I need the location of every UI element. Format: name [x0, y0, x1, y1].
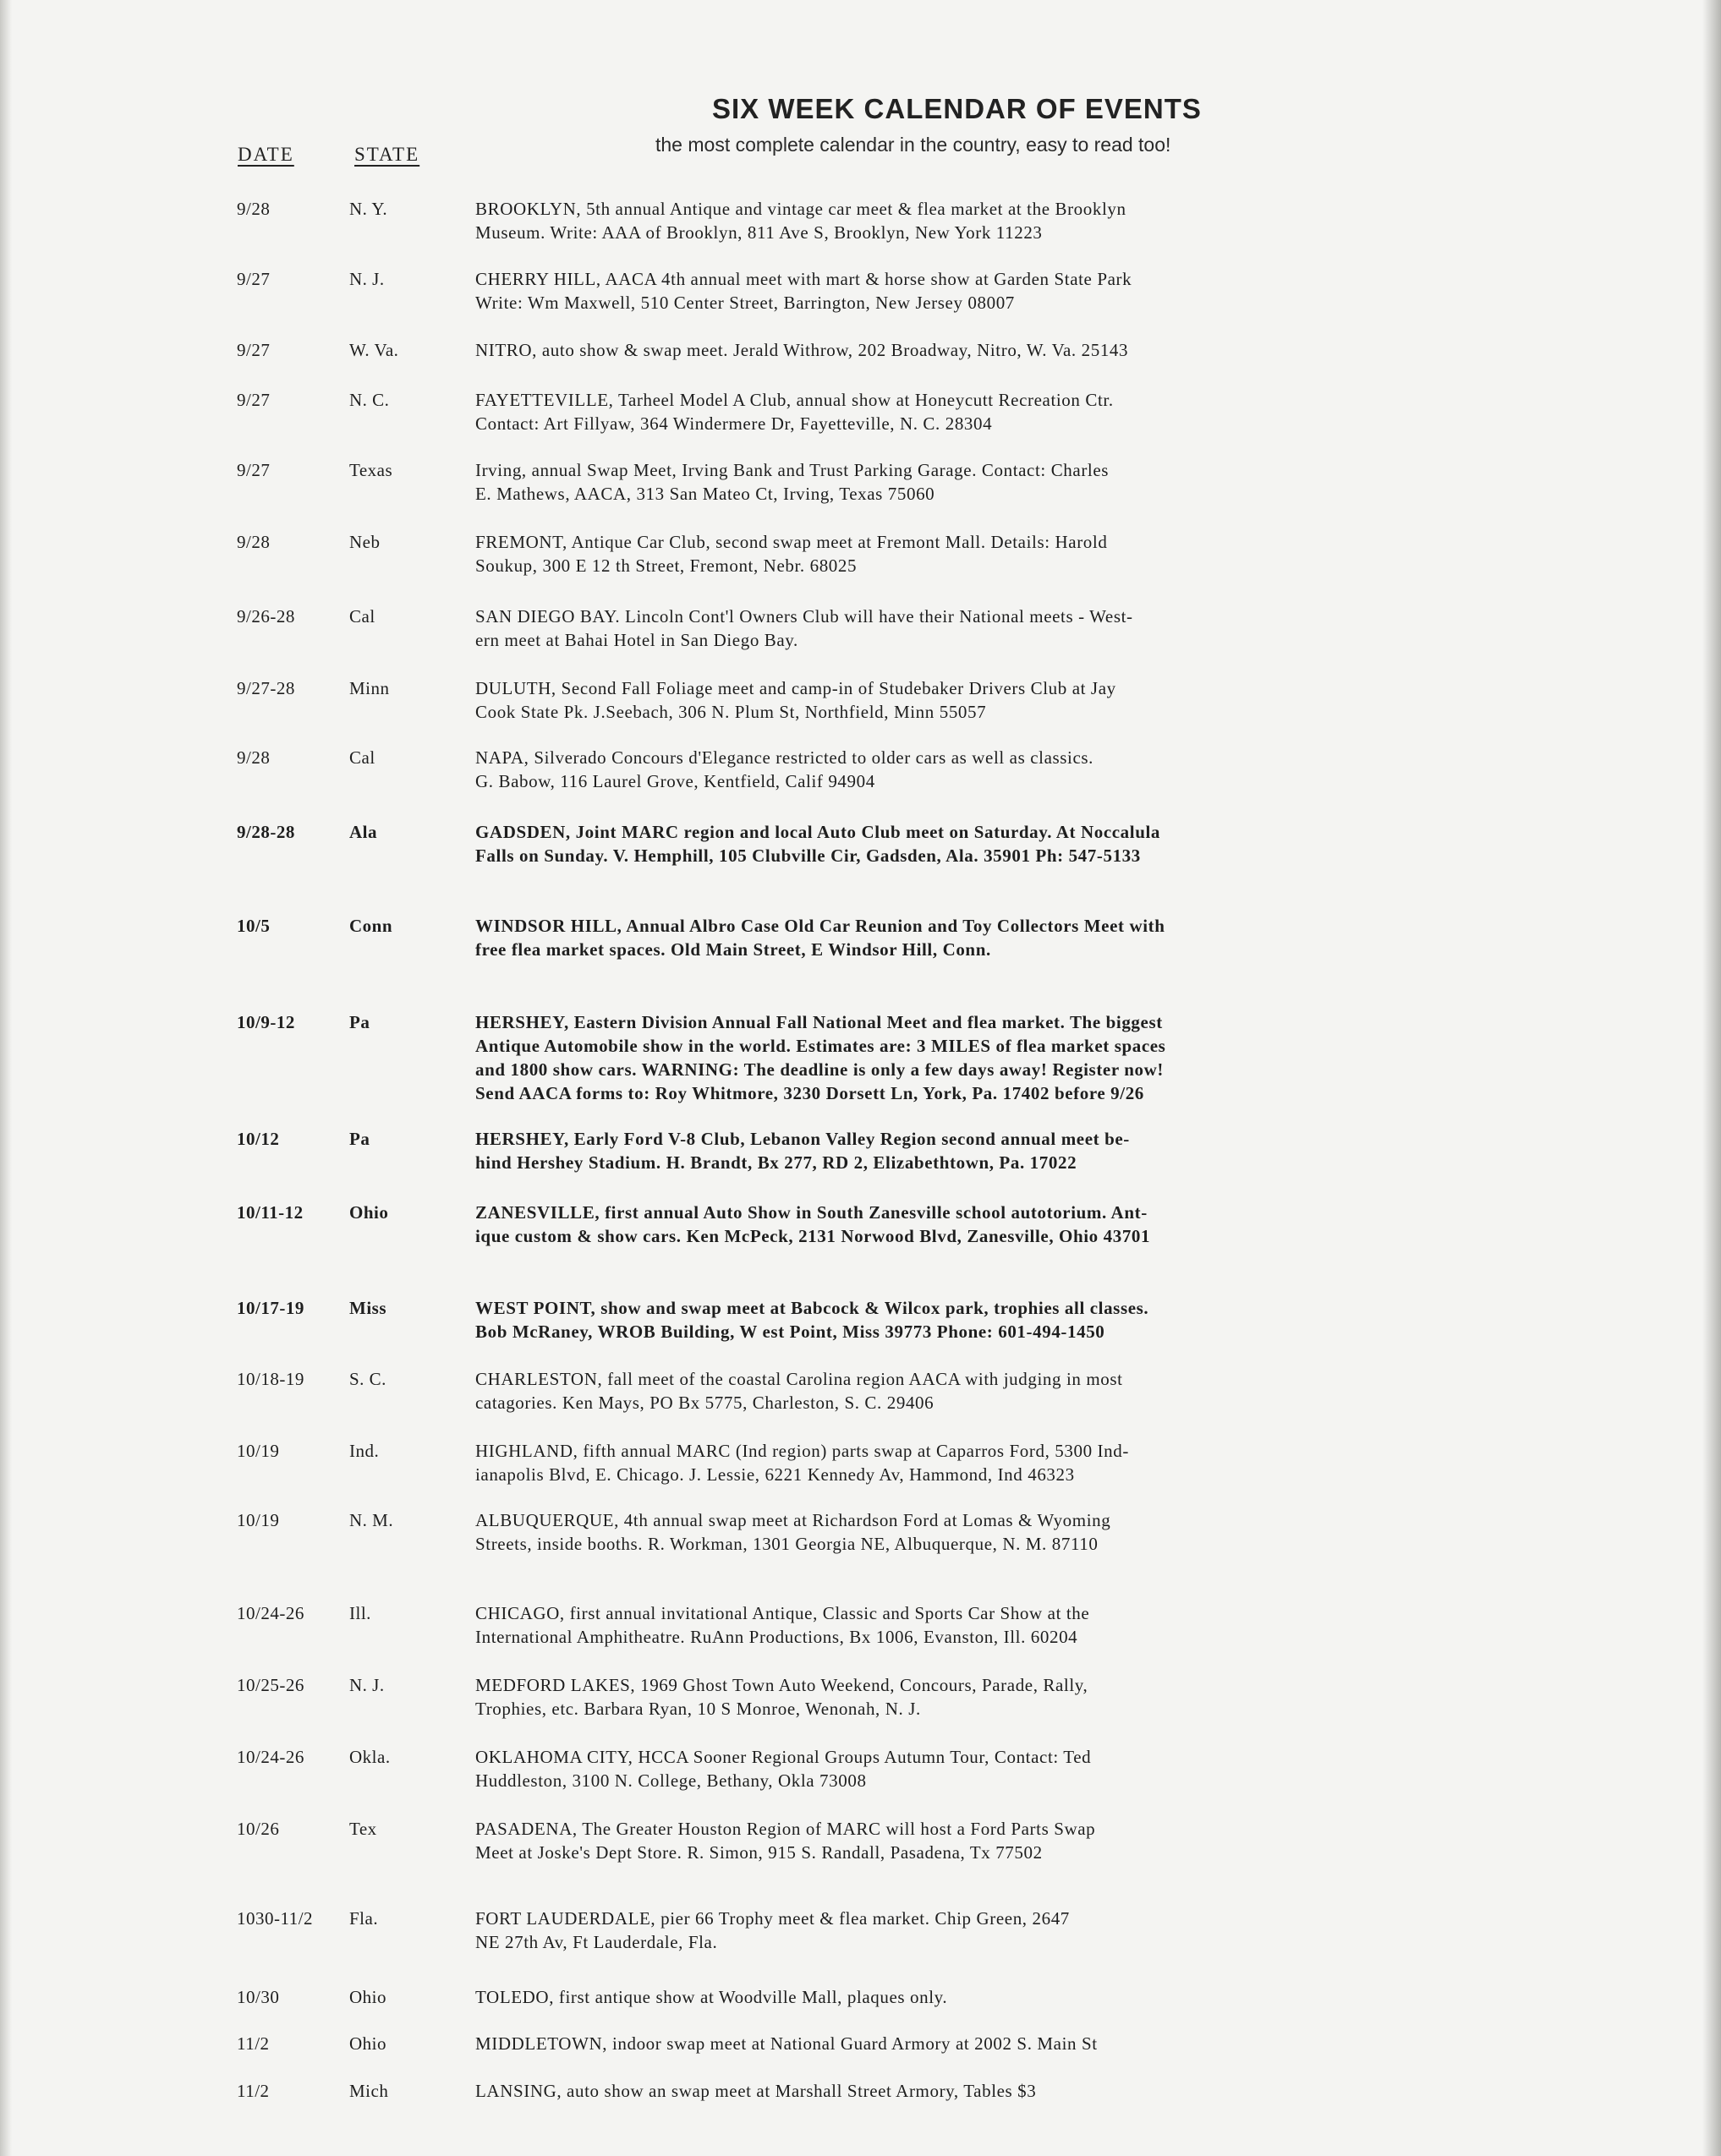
event-row	[0, 605, 1721, 655]
event-line: and 1800 show cars. WARNING: The deadline is only a few days away! Register now!	[475, 1059, 1164, 1080]
event-date: 9/27	[237, 390, 271, 410]
event-line: Antique Automobile show in the world. Estimates are: 3 MILES of flea market spaces	[475, 1036, 1166, 1056]
event-date: 11/2	[237, 2033, 270, 2054]
event-row	[0, 1508, 1721, 1559]
event-line: Huddleston, 3100 N. College, Bethany, Okla 73008	[475, 1770, 867, 1791]
column-header-date: DATE	[238, 144, 294, 165]
event-state: N. J.	[349, 269, 385, 289]
event-line: NITRO, auto show & swap meet. Jerald Withrow, 202 Broadway, Nitro, W. Va. 25143	[475, 340, 1129, 360]
event-state: Miss	[349, 1298, 386, 1318]
event-line: ianapolis Blvd, E. Chicago. J. Lessie, 6221 Kennedy Av, Hammond, Ind 46323	[475, 1464, 1075, 1485]
event-row	[0, 1201, 1721, 1251]
event-text	[475, 1745, 1422, 1792]
event-line: G. Babow, 116 Laurel Grove, Kentfield, Calif 94904	[475, 771, 875, 791]
event-state: Cal	[349, 606, 375, 627]
event-state: Ohio	[349, 1987, 386, 2007]
event-state: N. M.	[349, 1510, 394, 1530]
event-line: MEDFORD LAKES, 1969 Ghost Town Auto Weekend, Concours, Parade, Rally,	[475, 1675, 1088, 1695]
event-row	[0, 197, 1721, 248]
event-date: 9/28-28	[237, 822, 295, 842]
event-date: 11/2	[237, 2081, 270, 2101]
event-line: BROOKLYN, 5th annual Antique and vintage car meet & flea market at the Brooklyn	[475, 199, 1126, 219]
event-line: HIGHLAND, fifth annual MARC (Ind region) parts swap at Caparros Ford, 5300 Ind-	[475, 1441, 1129, 1461]
event-state: Ind.	[349, 1441, 380, 1461]
event-line: catagories. Ken Mays, PO Bx 5775, Charleston, S. C. 29406	[475, 1393, 934, 1413]
event-line: Write: Wm Maxwell, 510 Center Street, Barrington, New Jersey 08007	[475, 293, 1015, 313]
event-row	[0, 1367, 1721, 1418]
event-date: 10/19	[237, 1441, 280, 1461]
event-date: 10/19	[237, 1510, 280, 1530]
event-line: free flea market spaces. Old Main Street, E Windsor Hill, Conn.	[475, 939, 991, 960]
event-state: Pa	[349, 1129, 370, 1149]
event-state: Pa	[349, 1012, 370, 1032]
event-row	[0, 267, 1721, 318]
event-state: S. C.	[349, 1369, 386, 1389]
event-text	[475, 1201, 1422, 1248]
event-row	[0, 676, 1721, 727]
event-line: FAYETTEVILLE, Tarheel Model A Club, annual show at Honeycutt Recreation Ctr.	[475, 390, 1114, 410]
event-text	[475, 1508, 1422, 1556]
event-date: 10/25-26	[237, 1675, 304, 1695]
event-text	[475, 1907, 1422, 1954]
event-state: N. Y.	[349, 199, 388, 219]
event-row	[0, 1817, 1721, 1868]
event-text	[475, 1439, 1422, 1486]
event-line: GADSDEN, Joint MARC region and local Auto Club meet on Saturday. At Noccalula	[475, 822, 1161, 842]
event-line: SAN DIEGO BAY. Lincoln Cont'l Owners Club will have their National meets - West-	[475, 606, 1133, 627]
event-row	[0, 746, 1721, 796]
event-text	[475, 914, 1422, 961]
event-row	[0, 1127, 1721, 1178]
event-row	[0, 530, 1721, 581]
event-date: 9/27	[237, 340, 271, 360]
event-line: Bob McRaney, WROB Building, W est Point, Miss 39773 Phone: 601-494-1450	[475, 1322, 1105, 1342]
event-state: Ill.	[349, 1603, 371, 1623]
page-subtitle: the most complete calendar in the country, easy to read too!	[655, 134, 1171, 156]
event-text	[475, 388, 1422, 435]
event-state: Texas	[349, 460, 393, 480]
event-line: Contact: Art Fillyaw, 364 Windermere Dr, Fayetteville, N. C. 28304	[475, 413, 993, 434]
event-line: WINDSOR HILL, Annual Albro Case Old Car Reunion and Toy Collectors Meet with	[475, 916, 1165, 936]
event-date: 10/17-19	[237, 1298, 304, 1318]
event-state: N. C.	[349, 390, 390, 410]
event-date: 9/28	[237, 747, 271, 768]
event-line: ZANESVILLE, first annual Auto Show in South Zanesville school autotorium. Ant-	[475, 1202, 1148, 1223]
event-state: Minn	[349, 678, 390, 698]
event-row	[0, 1296, 1721, 1347]
event-date: 9/26-28	[237, 606, 295, 627]
event-line: Irving, annual Swap Meet, Irving Bank and Trust Parking Garage. Contact: Charles	[475, 460, 1110, 480]
event-state: Tex	[349, 1819, 377, 1839]
event-line: MIDDLETOWN, indoor swap meet at National Guard Armory at 2002 S. Main St	[475, 2033, 1098, 2054]
event-line: Trophies, etc. Barbara Ryan, 10 S Monroe, Wenonah, N. J.	[475, 1699, 921, 1719]
event-line: Cook State Pk. J.Seebach, 306 N. Plum St, Northfield, Minn 55057	[475, 702, 987, 722]
event-date: 9/27-28	[237, 678, 295, 698]
event-date: 10/24-26	[237, 1603, 304, 1623]
event-line: FORT LAUDERDALE, pier 66 Trophy meet & flea market. Chip Green, 2647	[475, 1908, 1070, 1929]
event-text	[475, 605, 1422, 652]
event-row	[0, 1673, 1721, 1724]
event-text	[475, 338, 1422, 362]
event-row	[0, 1907, 1721, 1957]
event-date: 10/30	[237, 1987, 280, 2007]
event-line: Soukup, 300 E 12 th Street, Fremont, Nebr. 68025	[475, 555, 858, 576]
event-date: 9/28	[237, 532, 271, 552]
event-text	[475, 458, 1422, 506]
event-line: hind Hershey Stadium. H. Brandt, Bx 277, RD 2, Elizabethtown, Pa. 17022	[475, 1152, 1077, 1173]
event-line: LANSING, auto show an swap meet at Marshall Street Armory, Tables $3	[475, 2081, 1037, 2101]
event-state: Ala	[349, 822, 377, 842]
event-state: Conn	[349, 916, 393, 936]
event-date: 10/24-26	[237, 1747, 304, 1767]
event-text	[475, 1367, 1422, 1415]
event-line: ique custom & show cars. Ken McPeck, 2131 Norwood Blvd, Zanesville, Ohio 43701	[475, 1226, 1151, 1246]
event-text	[475, 267, 1422, 315]
event-text	[475, 2079, 1422, 2103]
event-date: 10/11-12	[237, 1202, 304, 1223]
event-line: Streets, inside booths. R. Workman, 1301 Georgia NE, Albuquerque, N. M. 87110	[475, 1534, 1099, 1554]
event-text	[475, 676, 1422, 724]
event-row	[0, 1601, 1721, 1652]
event-row	[0, 388, 1721, 439]
event-state: Okla.	[349, 1747, 391, 1767]
event-line: HERSHEY, Eastern Division Annual Fall National Meet and flea market. The biggest	[475, 1012, 1163, 1032]
event-line: ALBUQUERQUE, 4th annual swap meet at Richardson Ford at Lomas & Wyoming	[475, 1510, 1111, 1530]
event-text	[475, 746, 1422, 793]
event-line: DULUTH, Second Fall Foliage meet and camp-in of Studebaker Drivers Club at Jay	[475, 678, 1116, 698]
event-date: 10/26	[237, 1819, 280, 1839]
event-line: HERSHEY, Early Ford V-8 Club, Lebanon Valley Region second annual meet be-	[475, 1129, 1130, 1149]
event-line: WEST POINT, show and swap meet at Babcock & Wilcox park, trophies all classes.	[475, 1298, 1149, 1318]
event-text	[475, 1296, 1422, 1343]
event-date: 9/27	[237, 269, 271, 289]
event-text	[475, 1127, 1422, 1174]
event-date: 9/27	[237, 460, 271, 480]
event-line: CHERRY HILL, AACA 4th annual meet with mart & horse show at Garden State Park	[475, 269, 1132, 289]
event-row	[0, 1439, 1721, 1490]
event-line: NAPA, Silverado Concours d'Elegance restricted to older cars as well as classics.	[475, 747, 1094, 768]
event-text	[475, 2032, 1422, 2055]
event-line: OKLAHOMA CITY, HCCA Sooner Regional Groups Autumn Tour, Contact: Ted	[475, 1747, 1092, 1767]
event-row	[0, 914, 1721, 965]
event-state: Ohio	[349, 2033, 386, 2054]
event-date: 10/9-12	[237, 1012, 295, 1032]
event-text	[475, 1985, 1422, 2009]
event-state: W. Va.	[349, 340, 399, 360]
event-row	[0, 458, 1721, 509]
event-row	[0, 820, 1721, 871]
event-date: 10/12	[237, 1129, 280, 1149]
event-state: Mich	[349, 2081, 389, 2101]
event-line: PASADENA, The Greater Houston Region of MARC will host a Ford Parts Swap	[475, 1819, 1096, 1839]
event-text	[475, 1673, 1422, 1721]
event-line: E. Mathews, AACA, 313 San Mateo Ct, Irving, Texas 75060	[475, 484, 935, 504]
event-state: Ohio	[349, 1202, 389, 1223]
event-date: 10/5	[237, 916, 271, 936]
event-row	[0, 1985, 1721, 2011]
event-line: CHARLESTON, fall meet of the coastal Carolina region AACA with judging in most	[475, 1369, 1123, 1389]
event-line: Send AACA forms to: Roy Whitmore, 3230 Dorsett Ln, York, Pa. 17402 before 9/26	[475, 1083, 1144, 1103]
event-state: Fla.	[349, 1908, 379, 1929]
event-text	[475, 820, 1422, 867]
event-row	[0, 2032, 1721, 2057]
event-line: Museum. Write: AAA of Brooklyn, 811 Ave S, Brooklyn, New York 11223	[475, 222, 1043, 243]
event-state: Neb	[349, 532, 381, 552]
event-line: ern meet at Bahai Hotel in San Diego Bay.	[475, 630, 798, 650]
event-text	[475, 197, 1422, 244]
event-text	[475, 1817, 1422, 1864]
event-row	[0, 2079, 1721, 2104]
event-date: 10/18-19	[237, 1369, 304, 1389]
event-line: Meet at Joske's Dept Store. R. Simon, 915 S. Randall, Pasadena, Tx 77502	[475, 1842, 1043, 1863]
event-date: 1030-11/2	[237, 1908, 314, 1929]
page-title: SIX WEEK CALENDAR OF EVENTS	[712, 93, 1202, 124]
event-line: FREMONT, Antique Car Club, second swap meet at Fremont Mall. Details: Harold	[475, 532, 1108, 552]
event-state: Cal	[349, 747, 375, 768]
event-text	[475, 1010, 1422, 1105]
column-header-state: STATE	[354, 144, 420, 165]
event-text	[475, 1601, 1422, 1649]
event-state: N. J.	[349, 1675, 385, 1695]
event-text	[475, 530, 1422, 577]
event-line: NE 27th Av, Ft Lauderdale, Fla.	[475, 1932, 718, 1952]
event-date: 9/28	[237, 199, 271, 219]
event-row	[0, 1745, 1721, 1796]
event-line: CHICAGO, first annual invitational Antique, Classic and Sports Car Show at the	[475, 1603, 1090, 1623]
event-line: Falls on Sunday. V. Hemphill, 105 Clubville Cir, Gadsden, Ala. 35901 Ph: 547-5133	[475, 845, 1141, 866]
event-line: TOLEDO, first antique show at Woodville Mall, plaques only.	[475, 1987, 948, 2007]
event-row	[0, 338, 1721, 389]
event-line: International Amphitheatre. RuAnn Productions, Bx 1006, Evanston, Ill. 60204	[475, 1627, 1078, 1647]
event-row	[0, 1010, 1721, 1112]
